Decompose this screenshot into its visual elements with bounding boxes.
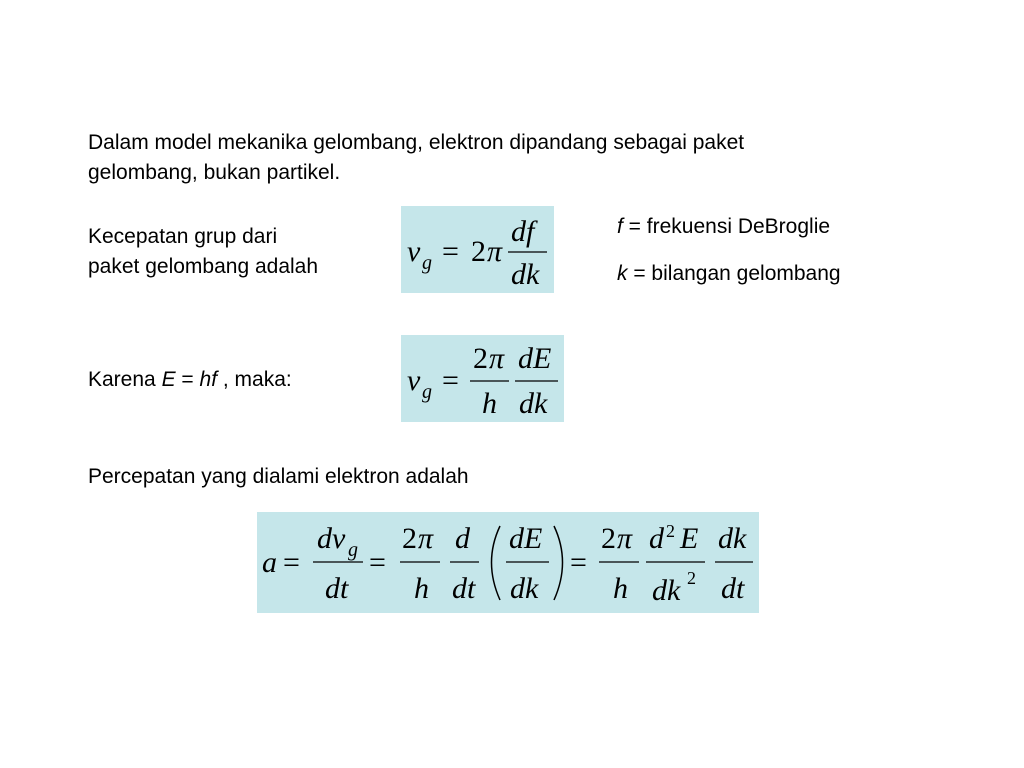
since-statement (88, 365, 292, 395)
svg-text:2: 2 (666, 521, 675, 541)
svg-text:=: = (570, 546, 587, 579)
definition-f (617, 212, 830, 242)
energy-symbol: E (161, 368, 176, 391)
group-velocity-energy-equation-graphic (401, 335, 564, 422)
hf-symbol: hf (199, 368, 218, 391)
svg-text:dk: dk (510, 572, 539, 605)
group-velocity-energy-equation (401, 335, 564, 422)
svg-text:dv: dv (317, 522, 346, 555)
svg-text:a: a (262, 546, 277, 579)
f-symbol: f (617, 215, 623, 238)
svg-text:=: = (442, 235, 459, 268)
definition-k (617, 259, 841, 289)
svg-text:h: h (613, 572, 628, 605)
svg-text:g: g (348, 539, 358, 561)
svg-text:2: 2 (471, 235, 486, 268)
svg-text:2: 2 (601, 522, 616, 555)
svg-text:h: h (482, 387, 497, 420)
k-symbol: k (617, 262, 628, 285)
group-velocity-label-line-2: paket gelombang adalah (88, 255, 319, 278)
f-definition: = frekuensi DeBroglie (622, 215, 831, 238)
acceleration-equation-graphic (257, 512, 759, 613)
svg-text:dt: dt (721, 572, 745, 605)
svg-text:d: d (455, 522, 470, 555)
group-velocity-label-line-1: Kecepatan grup dari (88, 225, 278, 248)
svg-text:dk: dk (718, 522, 747, 555)
svg-text:2: 2 (402, 522, 417, 555)
svg-text:h: h (414, 572, 429, 605)
svg-text:dk: dk (652, 574, 681, 607)
svg-text:π: π (489, 342, 505, 375)
svg-text:dE: dE (518, 342, 552, 375)
intro-paragraph (88, 128, 744, 188)
svg-text:π: π (418, 522, 434, 555)
k-definition: = bilangan gelombang (627, 262, 841, 285)
svg-text:df: df (511, 215, 535, 248)
acceleration-label: Percepatan yang dialami elektron adalah (88, 465, 469, 488)
svg-text:dE: dE (509, 522, 543, 555)
group-velocity-equation (401, 206, 554, 293)
svg-text:v: v (407, 235, 421, 268)
group-velocity-equation-graphic (401, 206, 554, 293)
svg-text:dt: dt (452, 572, 476, 605)
svg-text:2: 2 (687, 568, 696, 588)
svg-text:g: g (422, 252, 432, 274)
since-suffix: , maka: (217, 368, 292, 391)
svg-text:dt: dt (325, 572, 349, 605)
svg-text:π: π (617, 522, 633, 555)
svg-text:=: = (442, 364, 459, 397)
svg-text:π: π (487, 235, 503, 268)
svg-text:E: E (680, 522, 699, 555)
svg-text:g: g (422, 381, 432, 403)
svg-text:=: = (369, 546, 386, 579)
group-velocity-label (88, 222, 318, 282)
intro-line-1: Dalam model mekanika gelombang, elektron dipandang sebagai paket (88, 131, 745, 154)
svg-text:dk: dk (519, 387, 548, 420)
acceleration-equation (257, 512, 759, 613)
svg-text:=: = (283, 546, 300, 579)
since-prefix: Karena (88, 368, 162, 391)
since-equals: = (175, 368, 200, 391)
svg-text:2: 2 (473, 342, 488, 375)
svg-text:d: d (649, 522, 664, 555)
intro-line-2: gelombang, bukan partikel. (88, 161, 341, 184)
svg-text:v: v (407, 364, 421, 397)
svg-text:dk: dk (511, 258, 540, 291)
